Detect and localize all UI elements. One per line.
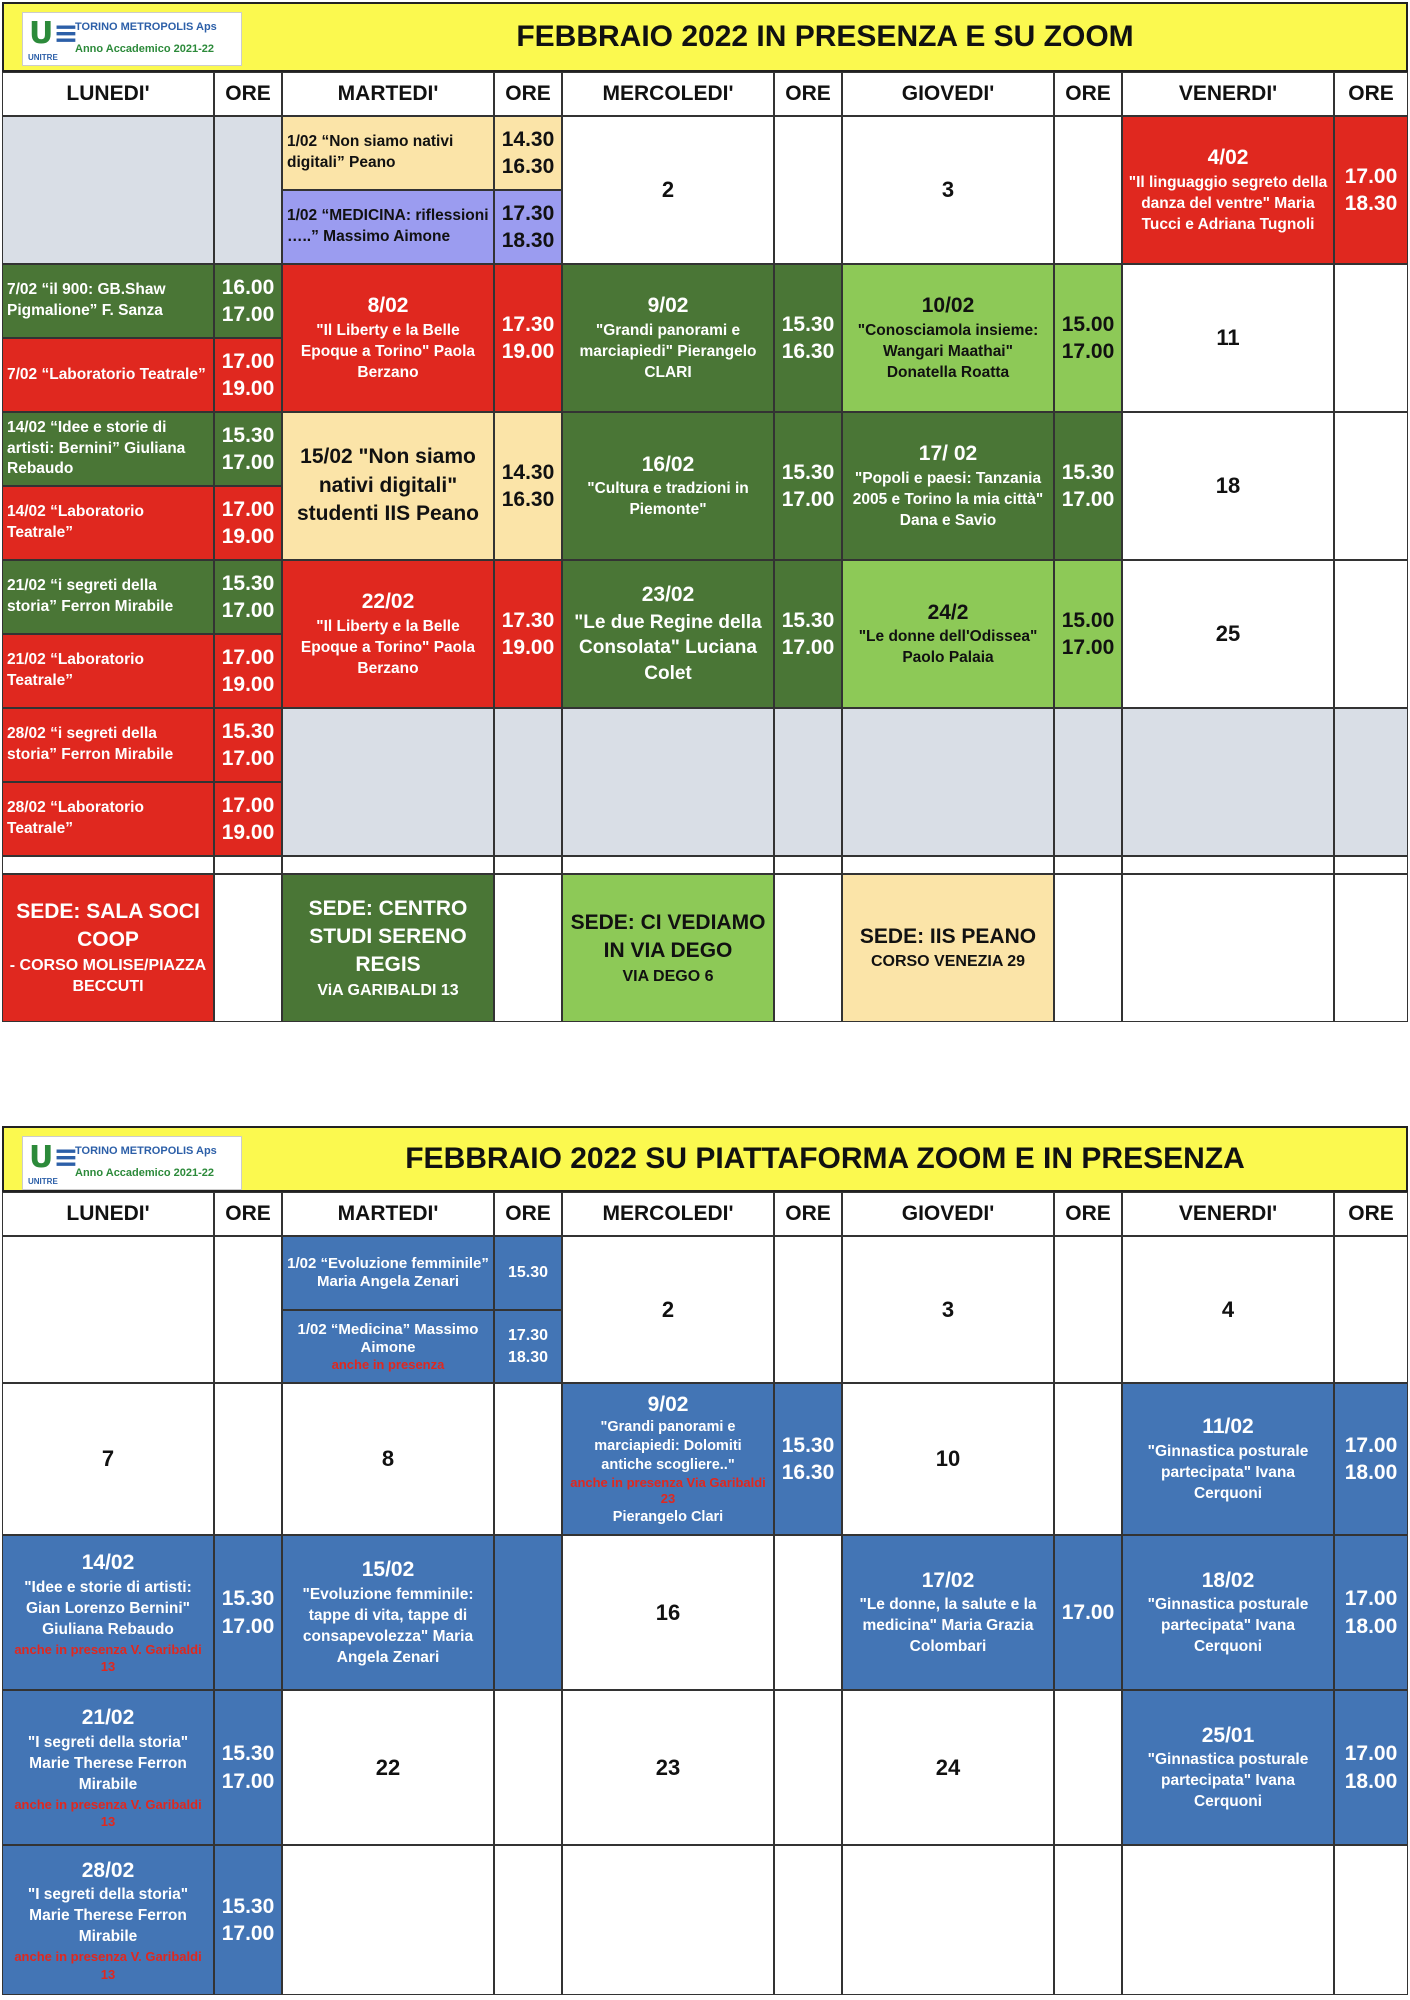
event-cell: 21/02 “Laboratorio Teatrale”: [2, 634, 214, 708]
empty-cell: [214, 874, 282, 1022]
event-cell: 14/02 "Idee e storie di artisti: Gian Lorenzo Bernini" Giuliana Rebaudo anche in presenza V. Garibaldi 13: [2, 1535, 214, 1690]
col-header: MARTEDI': [282, 72, 494, 116]
time-cell: 15.30 17.00: [214, 708, 282, 782]
event-cell: 9/02 "Grandi panorami e marciapiedi: Dolomiti antiche scogliere.." anche in presenza Via Garibaldi 23 Pierangelo Clari: [562, 1383, 774, 1535]
empty-cell: [842, 1845, 1054, 1995]
time-cell: 15.30 17.00: [214, 1690, 282, 1845]
empty-cell: [2, 1236, 214, 1383]
empty-cell: [774, 116, 842, 264]
col-header: GIOVEDI': [842, 1192, 1054, 1236]
week-row: [2, 1690, 1408, 1845]
event-cell: 17/02 "Le donne, la salute e la medicina" Maria Grazia Colombari: [842, 1535, 1054, 1690]
event-cell: 21/02 “i segreti della storia” Ferron Mirabile: [2, 560, 214, 634]
event-cell: 7/02 “Laboratorio Teatrale”: [2, 338, 214, 412]
empty-cell: [1054, 116, 1122, 264]
empty-cell: [1334, 1845, 1408, 1995]
event-cell: 16/02 "Cultura e tradzioni in Piemonte": [562, 412, 774, 560]
day-cell: 4: [1122, 1236, 1334, 1383]
empty-cell: [1334, 412, 1408, 560]
sede-cell: SEDE: SALA SOCI COOP - CORSO MOLISE/PIAZZA BECCUTI: [2, 874, 214, 1022]
time-cell: 17.00: [1054, 1535, 1122, 1690]
event-cell: 25/01 "Ginnastica posturale partecipata" Ivana Cerquoni: [1122, 1690, 1334, 1845]
empty-cell: [1334, 560, 1408, 708]
col-header: ORE: [214, 1192, 282, 1236]
event-cell: 28/02 “i segreti della storia” Ferron Mirabile: [2, 708, 214, 782]
event-cell: 28/02 "I segreti della storia" Marie Therese Ferron Mirabile anche in presenza V. Garibaldi 13: [2, 1845, 214, 1995]
col-header: VENERDI': [1122, 72, 1334, 116]
event-cell: 1/02 “Medicina” Massimo Aimone anche in presenza: [282, 1310, 494, 1383]
schedule-grid: [2, 1192, 1408, 1236]
event-cell: 14/02 “Laboratorio Teatrale”: [2, 486, 214, 560]
time-cell: 15.30 16.30: [774, 264, 842, 412]
empty-cell: [494, 708, 562, 856]
event-cell: 28/02 “Laboratorio Teatrale”: [2, 782, 214, 856]
empty-cell: [282, 708, 494, 856]
col-header: ORE: [774, 1192, 842, 1236]
time-cell: 17.00 19.00: [214, 486, 282, 560]
col-header: ORE: [1334, 1192, 1408, 1236]
time-cell: 17.00 19.00: [214, 634, 282, 708]
col-header: MARTEDI': [282, 1192, 494, 1236]
col-header: ORE: [494, 1192, 562, 1236]
unitre-mark-icon: U≡: [29, 16, 79, 51]
empty-cell: [562, 708, 774, 856]
empty-cell: [1054, 1845, 1122, 1995]
page-title: FEBBRAIO 2022 IN PRESENZA E SU ZOOM: [516, 20, 1134, 53]
time-cell: 14.30 16.30: [494, 412, 562, 560]
empty-cell: [1122, 874, 1334, 1022]
empty-cell: [1054, 1690, 1122, 1845]
time-cell: 17.30 19.00: [494, 560, 562, 708]
time-cell: 15.30 17.00: [214, 560, 282, 634]
spacer-row: [2, 856, 1408, 874]
schedule-in-presenza: [2, 2, 1408, 1022]
event-cell: 7/02 “il 900: GB.Shaw Pigmalione” F. Sanza: [2, 264, 214, 338]
empty-cell: [282, 1845, 494, 1995]
title-bar: [2, 2, 1408, 72]
empty-cell: [1054, 1383, 1122, 1535]
unitre-logo: U≡ TORINO METROPOLIS Aps Anno Accademico 2021-22 UNITRE: [22, 1136, 242, 1190]
empty-cell: [1122, 708, 1334, 856]
unitre-mark-icon: U≡: [29, 1140, 79, 1175]
week-row: [2, 1383, 1408, 1535]
time-cell: 15.30: [494, 1236, 562, 1310]
empty-cell: [842, 708, 1054, 856]
empty-cell: [494, 1690, 562, 1845]
event-cell: 9/02 "Grandi panorami e marciapiedi" Pierangelo CLARI: [562, 264, 774, 412]
event-cell: 10/02 "Conosciamola insieme: Wangari Maathai" Donatella Roatta: [842, 264, 1054, 412]
empty-cell: [774, 1236, 842, 1383]
col-header: MERCOLEDI': [562, 72, 774, 116]
time-cell: 17.00 19.00: [214, 338, 282, 412]
time-cell: 15.00 17.00: [1054, 560, 1122, 708]
sede-cell: SEDE: IIS PEANO CORSO VENEZIA 29: [842, 874, 1054, 1022]
time-cell: 14.30 16.30: [494, 116, 562, 190]
empty-cell: [1054, 1236, 1122, 1383]
week-row: [2, 412, 1408, 560]
event-cell: 15/02 "Evoluzione femminile: tappe di vita, tappe di consapevolezza" Maria Angela Zenari: [282, 1535, 494, 1690]
time-cell: 17.00 18.00: [1334, 1535, 1408, 1690]
col-header: ORE: [1054, 72, 1122, 116]
col-header: ORE: [774, 72, 842, 116]
empty-cell: [2, 116, 214, 264]
day-cell: 2: [562, 116, 774, 264]
title-bar: [2, 1126, 1408, 1192]
week-row: [2, 708, 1408, 856]
time-cell: 17.00 18.00: [1334, 1690, 1408, 1845]
empty-cell: [1054, 874, 1122, 1022]
event-cell: 21/02 "I segreti della storia" Marie Therese Ferron Mirabile anche in presenza V. Garibaldi 13: [2, 1690, 214, 1845]
empty-cell: [1054, 708, 1122, 856]
time-cell: 15.30 16.30: [774, 1383, 842, 1535]
unitre-logo: U≡ TORINO METROPOLIS Aps Anno Accademico 2021-22 UNITRE: [22, 12, 242, 66]
day-cell: 3: [842, 1236, 1054, 1383]
empty-cell: [774, 874, 842, 1022]
empty-cell: [494, 1845, 562, 1995]
empty-cell: [1334, 874, 1408, 1022]
day-cell: 2: [562, 1236, 774, 1383]
event-cell: 8/02 "Il Liberty e la Belle Epoque a Torino" Paola Berzano: [282, 264, 494, 412]
col-header: ORE: [494, 72, 562, 116]
col-header: ORE: [1054, 1192, 1122, 1236]
event-cell: 14/02 “Idee e storie di artisti: Bernini” Giuliana Rebaudo: [2, 412, 214, 486]
empty-cell: [774, 708, 842, 856]
sede-row: [2, 874, 1408, 1022]
col-header: GIOVEDI': [842, 72, 1054, 116]
empty-cell: [1122, 1845, 1334, 1995]
empty-cell: [1334, 1236, 1408, 1383]
empty-cell: [774, 1690, 842, 1845]
time-cell: 15.30 17.00: [774, 560, 842, 708]
empty-cell: [494, 874, 562, 1022]
week-row: [2, 1535, 1408, 1690]
sede-cell: SEDE: CI VEDIAMO IN VIA DEGO VIA DEGO 6: [562, 874, 774, 1022]
time-cell: 15.30 17.00: [774, 412, 842, 560]
time-cell: 17.00 18.30: [1334, 116, 1408, 264]
empty-cell: [214, 1236, 282, 1383]
event-cell: 17/ 02 "Popoli e paesi: Tanzania 2005 e Torino la mia città" Dana e Savio: [842, 412, 1054, 560]
day-cell: 3: [842, 116, 1054, 264]
day-cell: 10: [842, 1383, 1054, 1535]
time-cell: 15.00 17.00: [1054, 264, 1122, 412]
event-cell: 18/02 "Ginnastica posturale partecipata" Ivana Cerquoni: [1122, 1535, 1334, 1690]
week-row: [2, 1845, 1408, 1995]
day-cell: 11: [1122, 264, 1334, 412]
empty-cell: [1334, 708, 1408, 856]
empty-cell: [214, 116, 282, 264]
week-row: [2, 560, 1408, 708]
event-cell: 11/02 "Ginnastica posturale partecipata" Ivana Cerquoni: [1122, 1383, 1334, 1535]
time-cell: 17.30 18.30: [494, 190, 562, 264]
col-header: ORE: [214, 72, 282, 116]
event-cell: 24/2 "Le donne dell'Odissea" Paolo Palaia: [842, 560, 1054, 708]
event-cell: 4/02 "Il linguaggio segreto della danza del ventre" Maria Tucci e Adriana Tugnoli: [1122, 116, 1334, 264]
week-row: [2, 1236, 1408, 1383]
day-cell: 16: [562, 1535, 774, 1690]
col-header: ORE: [1334, 72, 1408, 116]
time-cell: 15.30 17.00: [1054, 412, 1122, 560]
week-row: [2, 116, 1408, 264]
col-header: VENERDI': [1122, 1192, 1334, 1236]
day-cell: 24: [842, 1690, 1054, 1845]
col-header: LUNEDI': [2, 1192, 214, 1236]
empty-cell: [494, 1383, 562, 1535]
day-cell: 22: [282, 1690, 494, 1845]
time-cell: 16.00 17.00: [214, 264, 282, 338]
time-cell: 17.30 18.30: [494, 1310, 562, 1383]
event-cell: 1/02 “MEDICINA: riflessioni …..” Massimo Aimone: [282, 190, 494, 264]
empty-cell: [774, 1535, 842, 1690]
event-cell: 22/02 "Il Liberty e la Belle Epoque a Torino" Paola Berzano: [282, 560, 494, 708]
day-cell: 18: [1122, 412, 1334, 560]
event-cell: 15/02 "Non siamo nativi digitali" studenti IIS Peano: [282, 412, 494, 560]
empty-cell: [494, 1535, 562, 1690]
col-header: MERCOLEDI': [562, 1192, 774, 1236]
time-cell: 15.30 17.00: [214, 412, 282, 486]
event-cell: 23/02 "Le due Regine della Consolata" Luciana Colet: [562, 560, 774, 708]
col-header: LUNEDI': [2, 72, 214, 116]
empty-cell: [774, 1845, 842, 1995]
empty-cell: [562, 1845, 774, 1995]
event-cell: 1/02 “Evoluzione femminile” Maria Angela Zenari: [282, 1236, 494, 1310]
day-cell: 23: [562, 1690, 774, 1845]
day-cell: 25: [1122, 560, 1334, 708]
sede-cell: SEDE: CENTRO STUDI SERENO REGIS ViA GARIBALDI 13: [282, 874, 494, 1022]
week-row: [2, 264, 1408, 412]
empty-cell: [1334, 264, 1408, 412]
time-cell: 17.30 19.00: [494, 264, 562, 412]
time-cell: 15.30 17.00: [214, 1535, 282, 1690]
time-cell: 17.00 18.00: [1334, 1383, 1408, 1535]
event-cell: 1/02 “Non siamo nativi digitali” Peano: [282, 116, 494, 190]
time-cell: 15.30 17.00: [214, 1845, 282, 1995]
schedule-grid: [2, 72, 1408, 116]
time-cell: 17.00 19.00: [214, 782, 282, 856]
schedule-zoom: [2, 1126, 1408, 1995]
day-cell: 7: [2, 1383, 214, 1535]
day-cell: 8: [282, 1383, 494, 1535]
page-title: FEBBRAIO 2022 SU PIATTAFORMA ZOOM E IN PRESENZA: [405, 1142, 1245, 1175]
empty-cell: [214, 1383, 282, 1535]
